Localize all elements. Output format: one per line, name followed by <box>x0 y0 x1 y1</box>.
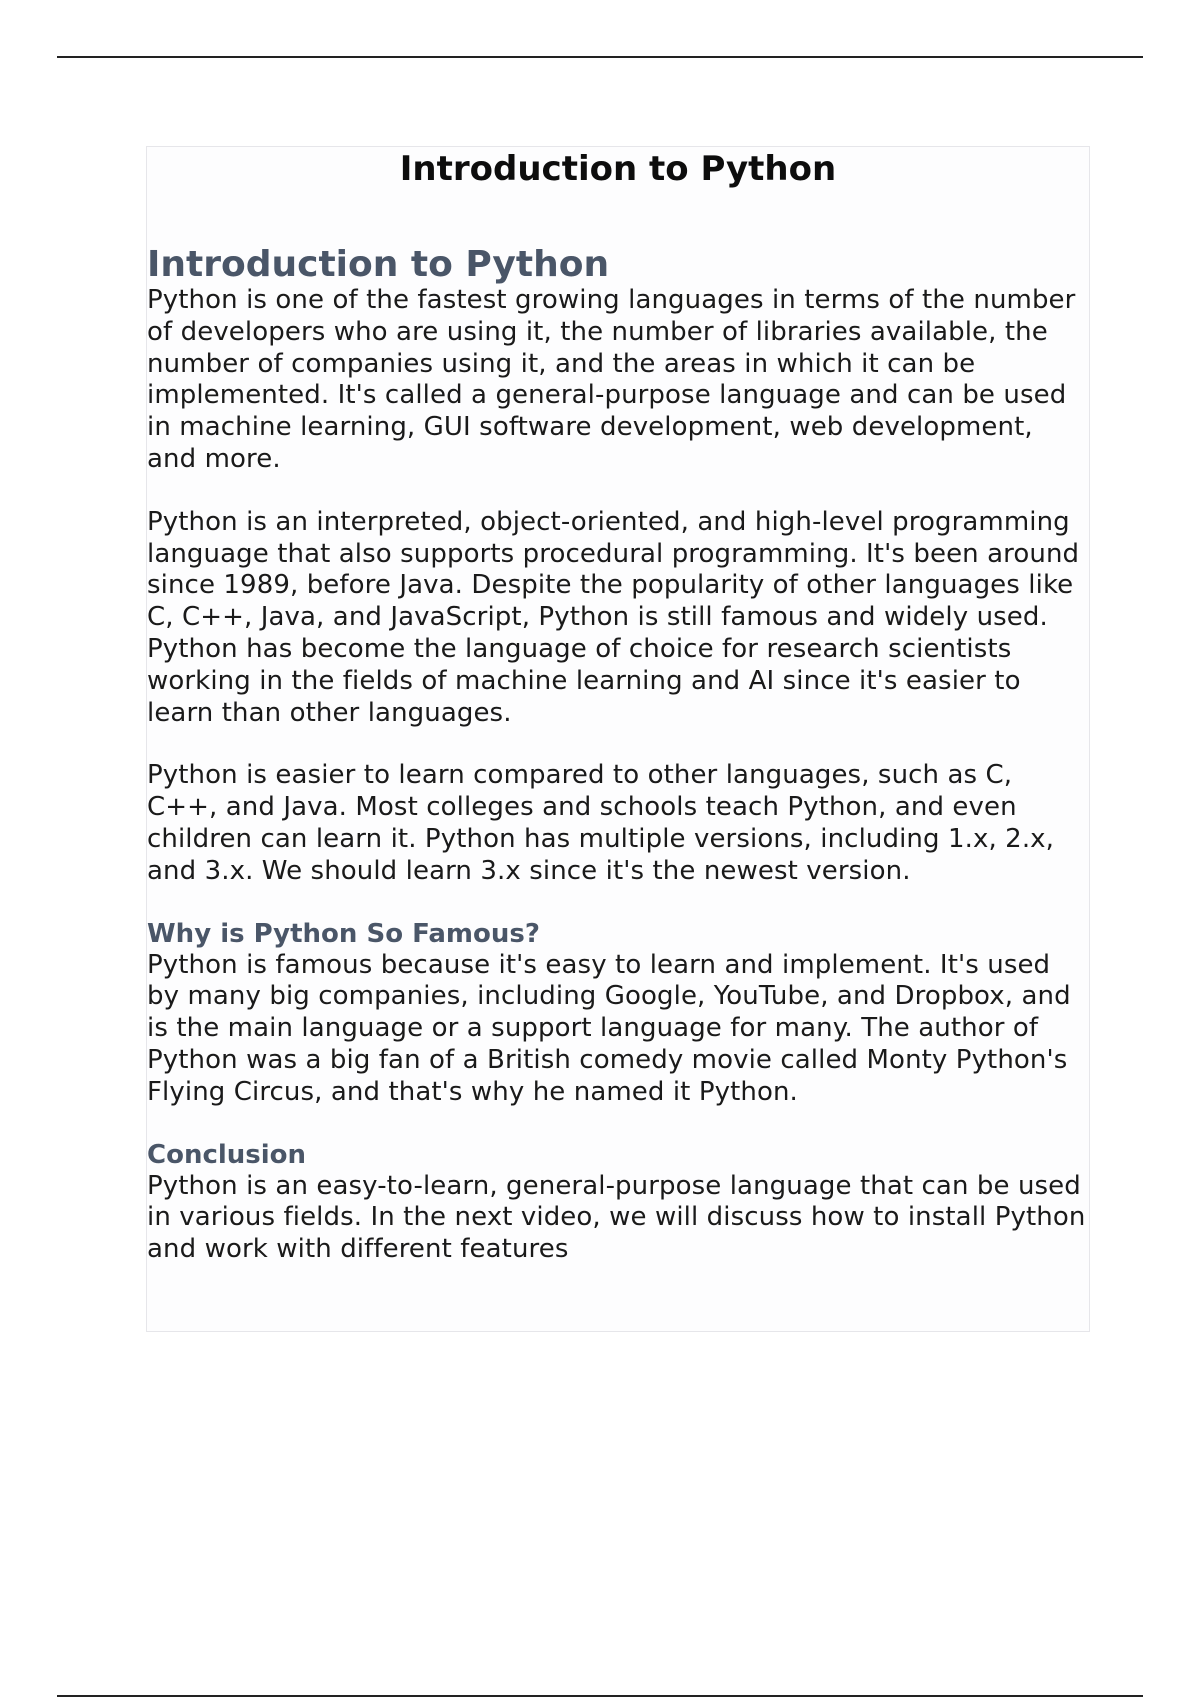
section-heading-intro: Introduction to Python <box>147 244 610 285</box>
page-bottom-rule <box>57 1695 1143 1697</box>
conclusion-paragraph: Python is an easy-to-learn, general-purpose language that can be used in various fields. In the next video, we will discuss how to install Python and work with different features <box>147 1170 1086 1265</box>
document-body <box>146 146 1090 1332</box>
document-title: Introduction to Python <box>399 149 837 189</box>
intro-paragraph: Python is an interpreted, object-oriented, and high-level programming language that also supports procedural programming. It's been around since 1989, before Java. Despite the popularity of other languages like C, C++, Java, and JavaScript, Python is still famous and widely used. Python has become the language of choice for research scientists working in the fields of machine learning and AI since it's easier to learn than other languages. <box>147 506 1080 728</box>
intro-paragraph: Python is one of the fastest growing languages in terms of the number of developers who are using it, the number of libraries available, the number of companies using it, and the areas in which it can be implemented. It's called a general-purpose language and can be used in machine learning, GUI software development, web development, and more. <box>147 285 1076 474</box>
why-famous-paragraph: Python is famous because it's easy to learn and implement. It's used by many big companies, including Google, YouTube, and Dropbox, and is the main language or a support language for many. The author of Python was a big fan of a British comedy movie called Monty Python's Flying Circus, and that's why he named it Python. <box>147 949 1071 1107</box>
page-top-rule <box>57 56 1143 58</box>
intro-paragraph: Python is easier to learn compared to other languages, such as C, C++, and Java. Most colleges and schools teach Python, and even children can learn it. Python has multiple versions, including 1.x, 2.x, and 3.x. We should learn 3.x since it's the newest version. <box>147 760 1055 886</box>
section-heading-why-famous: Why is Python So Famous? <box>147 918 540 949</box>
section-heading-conclusion: Conclusion <box>147 1139 307 1170</box>
